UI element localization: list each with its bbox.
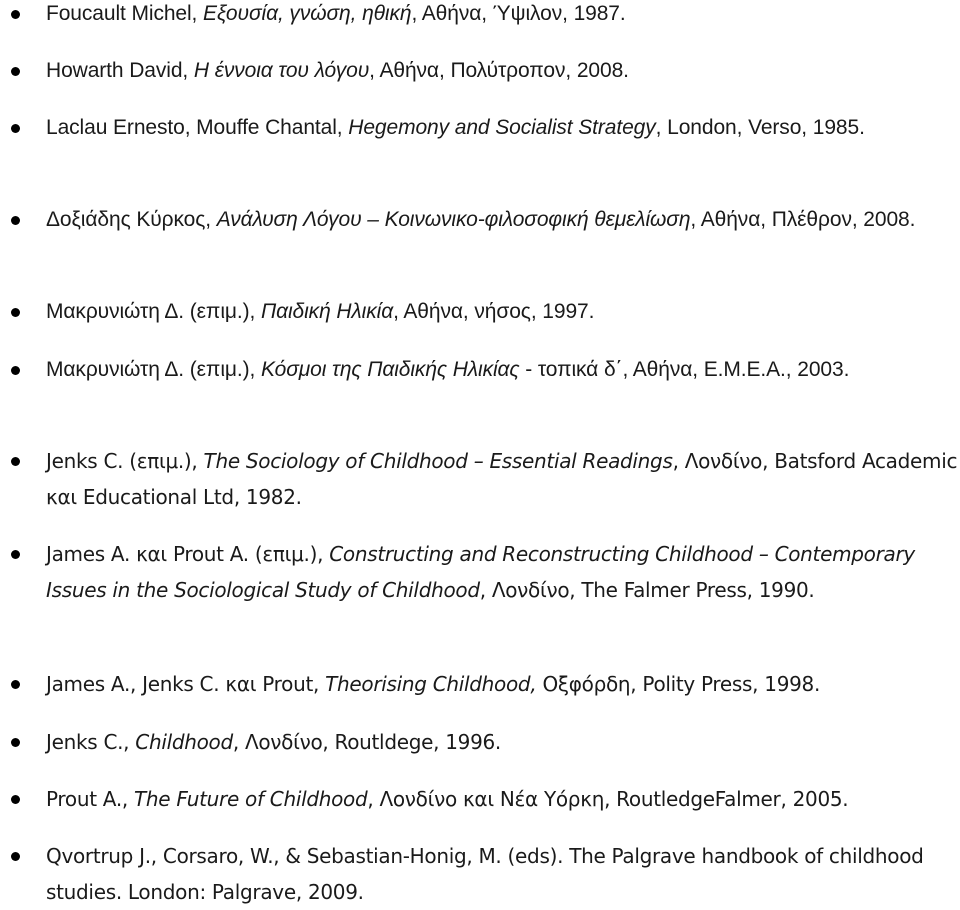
entry-text: Jenks C., <box>46 730 136 754</box>
entry-title: Η έννοια του λόγου <box>193 59 370 82</box>
entry-title: Constructing and Reconstructing Childhood – Contemporary Issues in the Sociological Study of Childhood <box>46 542 915 602</box>
entry-text: Jenks C. (επιμ.), <box>46 449 204 473</box>
entry-text: James A., Jenks C. και Prout, <box>46 672 326 696</box>
bullet-icon <box>11 550 20 559</box>
bibliography-entry <box>46 536 946 608</box>
entry-title: Hegemony and Socialist Strategy <box>348 116 656 139</box>
bibliography-entry <box>46 781 958 817</box>
entry-text: , Αθήνα, Πολύτροπον, 2008. <box>369 59 629 82</box>
entry-title: The Sociology of Childhood – Essential Readings <box>203 449 673 473</box>
bullet-icon <box>11 10 20 19</box>
bullet-icon <box>11 852 20 861</box>
entry-title: Παιδική Ηλικία <box>260 300 394 323</box>
entry-text: , Λονδίνο, Routldege, 1996. <box>232 730 501 754</box>
entry-title: Ανάλυση Λόγου – Κοινωνικο-φιλοσοφική θεμελίωση <box>216 208 691 231</box>
bibliography-entry <box>46 110 951 146</box>
entry-text: , Αθήνα, Ύψιλον, 1987. <box>411 2 626 25</box>
entry-text: - τοπικά δ΄, Αθήνα, Ε.Μ.Ε.Α., 2003. <box>519 358 850 381</box>
entry-text: Prout A., <box>46 787 135 811</box>
bibliography-entry <box>46 53 958 89</box>
entry-text: Μακρυνιώτη Δ. (επιμ.), <box>46 358 261 381</box>
entry-text: , Λονδίνο, The Falmer Press, 1990. <box>479 578 815 602</box>
bibliography-entry <box>46 352 946 388</box>
bullet-icon <box>11 366 20 375</box>
entry-text: , Αθήνα, Πλέθρον, 2008. <box>690 208 916 231</box>
bibliography-entry <box>46 838 958 910</box>
bullet-icon <box>11 795 20 804</box>
bullet-icon <box>11 124 20 133</box>
bullet-icon <box>11 216 20 225</box>
bullet-icon <box>11 738 20 747</box>
bibliography-entry <box>46 0 958 32</box>
entry-title: Childhood <box>135 730 233 754</box>
bullet-icon <box>11 67 20 76</box>
bullet-icon <box>11 308 20 317</box>
entry-text: Howarth David, <box>46 59 194 82</box>
bibliography-entry <box>46 724 958 760</box>
bibliography-entry <box>46 294 958 330</box>
entry-text: , Λονδίνο, Batsford Academic και Educational Ltd, 1982. <box>46 449 958 509</box>
entry-text: , Λονδίνο και Νέα Υόρκη, RoutledgeFalmer, 2005. <box>367 787 849 811</box>
entry-text: Δοξιάδης Κύρκος, <box>46 208 217 231</box>
bullet-icon <box>11 680 20 689</box>
entry-title: Theorising Childhood, <box>325 672 537 696</box>
bullet-icon <box>11 457 20 466</box>
bibliography-entry <box>46 443 958 515</box>
entry-title: The Future of Childhood <box>134 787 368 811</box>
entry-title: Κόσμοι της Παιδικής Ηλικίας <box>260 358 520 381</box>
entry-text: , London, Verso, 1985. <box>655 116 865 139</box>
entry-title: Εξουσία, γνώση, ηθική <box>203 2 412 25</box>
entry-text: Laclau Ernesto, Mouffe Chantal, <box>46 116 349 139</box>
entry-text: , Αθήνα, νήσος, 1997. <box>393 300 595 323</box>
entry-text: Μακρυνιώτη Δ. (επιμ.), <box>46 300 261 323</box>
entry-text: Qvortrup J., Corsaro, W., & Sebastian-Honig, M. (eds). The Palgrave handbook of childhood studies. London: Palgrave, 2009. <box>46 844 924 904</box>
entry-text: Οξφόρδη, Polity Press, 1998. <box>536 672 821 696</box>
bibliography-entry <box>46 666 958 702</box>
entry-text: James A. και Prout A. (επιμ.), <box>46 542 330 566</box>
entry-text: Foucault Michel, <box>46 2 204 25</box>
bibliography-entry <box>46 202 926 238</box>
